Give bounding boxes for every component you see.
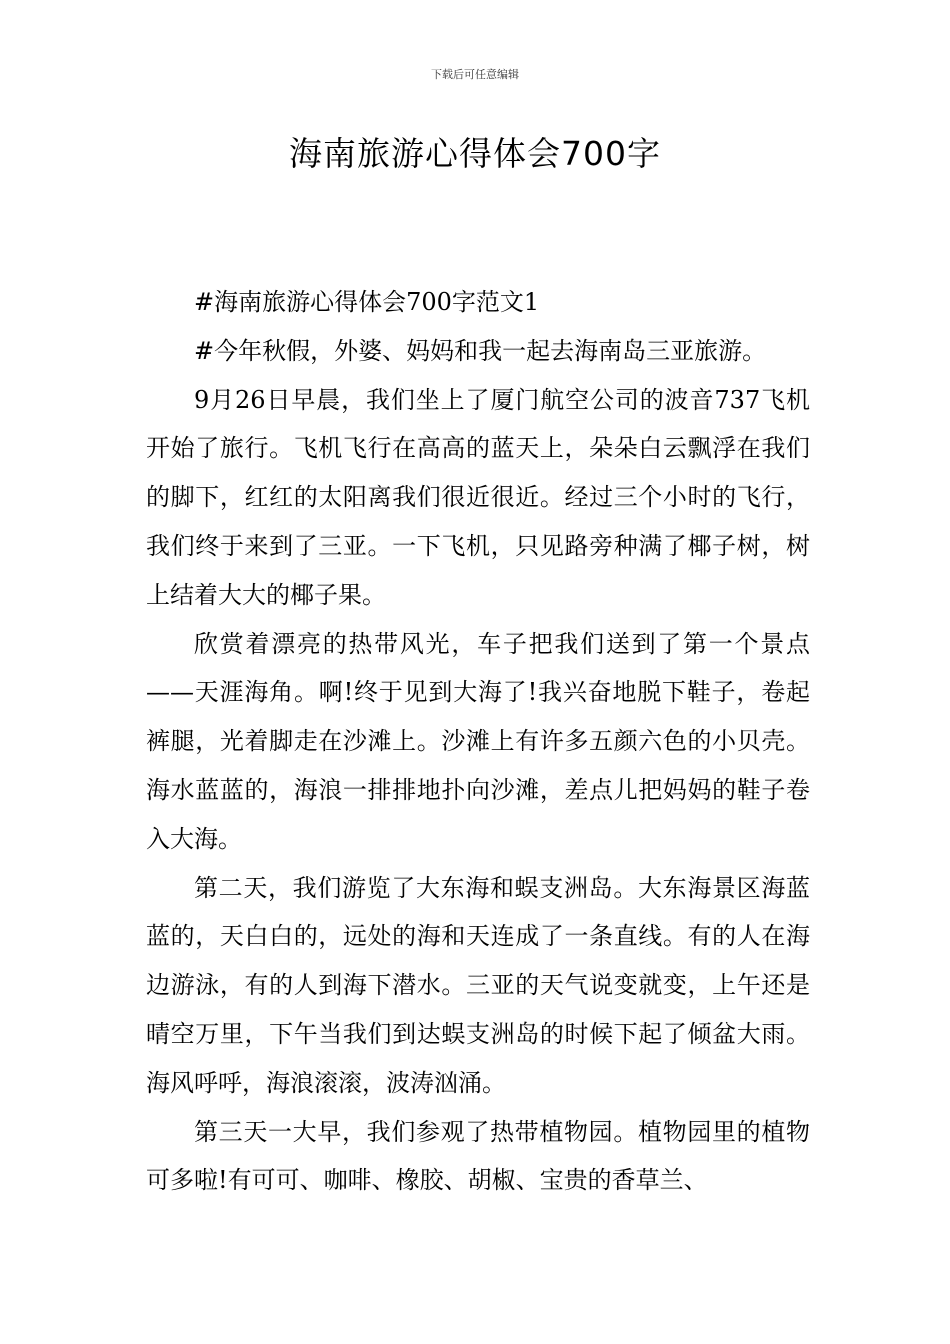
document-title: 海南旅游心得体会700字 xyxy=(289,134,661,173)
paragraph-2: #今年秋假，外婆、妈妈和我一起去海南岛三亚旅游。 xyxy=(194,336,767,365)
paragraph-4: 欣赏着漂亮的热带风光，车子把我们送到了第一个景点——天涯海角。啊!终于见到大海了!我兴奋地脱下鞋子，卷起裤腿，光着脚走在沙滩上。沙滩上有许多五颜六色的小贝壳。海水蓝蓝的，海浪一排排地扑向沙滩，差点儿把妈妈的鞋子卷入大海。 xyxy=(146,629,810,853)
header-note: 下载后可任意编辑 xyxy=(431,68,519,81)
paragraph-3: 9月26日早晨，我们坐上了厦门航空公司的波音737飞机开始了旅行。飞机飞行在高高的蓝天上，朵朵白云飘浮在我们的脚下，红红的太阳离我们很近很近。经过三个小时的飞行，我们终于来到了三亚。一下飞机，只见路旁种满了椰子树，树上结着大大的椰子果。 xyxy=(146,385,810,609)
paragraph-6: 第三天一大早，我们参观了热带植物园。植物园里的植物可多啦!有可可、咖啡、橡胶、胡椒、宝贵的香草兰、 xyxy=(146,1117,810,1195)
document-body xyxy=(146,278,810,1205)
paragraph-1: #海南旅游心得体会700字范文1 xyxy=(194,288,540,316)
paragraph-5: 第二天，我们游览了大东海和蜈支洲岛。大东海景区海蓝蓝的，天白白的，远处的海和天连成了一条直线。有的人在海边游泳，有的人到海下潜水。三亚的天气说变就变，上午还是晴空万里，下午当我们到达蜈支洲岛的时候下起了倾盆大雨。海风呼呼，海浪滚滚，波涛汹涌。 xyxy=(146,873,810,1097)
